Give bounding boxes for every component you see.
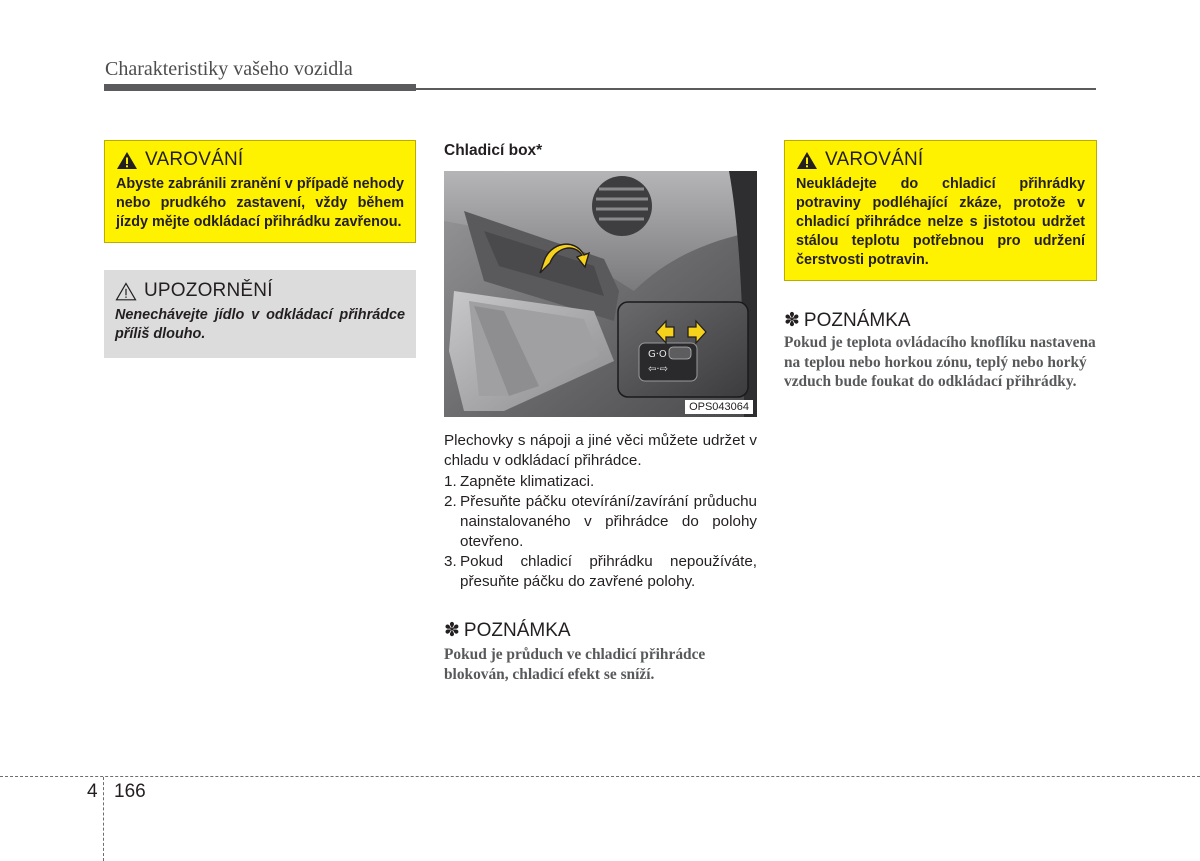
asterisk-icon: ✽ — [784, 310, 800, 331]
warning-title: VAROVÁNÍ — [825, 149, 924, 170]
asterisk-icon: ✽ — [444, 620, 460, 641]
header-rule-thick — [104, 84, 416, 91]
glovebox-cooling-figure — [444, 171, 757, 417]
caution-triangle-outline-icon — [115, 282, 137, 301]
step-number: 3. — [444, 553, 457, 570]
step-text: Zapněte klimatizaci. — [460, 473, 595, 490]
left-column — [104, 140, 416, 358]
step-number: 1. — [444, 473, 457, 490]
note-title: POZNÁMKA — [803, 309, 911, 331]
warning-box — [104, 140, 416, 243]
page-number: 166 — [114, 781, 146, 802]
step-text: Přesuňte páčku otevírání/zavírání průduchu nainstalovaného v přihrádce do polohy otevřeno. — [460, 493, 757, 550]
list-item — [444, 472, 757, 492]
step-number: 2. — [444, 493, 457, 510]
right-column — [784, 140, 1097, 392]
warning-title: VAROVÁNÍ — [145, 149, 244, 170]
page-header: Charakteristiky vašeho vozidla — [105, 58, 353, 80]
section-title: Chladicí box* — [444, 142, 543, 159]
note-text: Pokud je průduch ve chladicí přihrádce blokován, chladicí efekt se sníží. — [444, 646, 706, 683]
note-heading — [444, 619, 757, 642]
warning-triangle-icon — [796, 151, 818, 170]
warning-text: Neukládejte do chladicí přihrádky potraviny podléhající zkáze, protože v chladicí přihrádce nelze s jistotou udržet stálou teplotu potřebnou pro udržení čerstvosti potravin. — [796, 176, 1085, 268]
footer-divider — [0, 776, 1200, 777]
glovebox-illustration — [444, 171, 757, 417]
intro-text: Plechovky s nápoji a jiné věci můžete udržet v chladu v odkládací přihrádce. — [444, 432, 757, 469]
step-text: Pokud chladicí přihrádku nepoužíváte, přesuňte páčku do zavřené polohy. — [460, 553, 757, 590]
header-rule-thin — [416, 88, 1096, 90]
steps-list — [444, 472, 757, 592]
warning-box — [784, 140, 1097, 281]
list-item — [444, 492, 757, 552]
footer-vertical-divider — [103, 777, 104, 861]
chapter-number: 4 — [87, 781, 98, 802]
svg-text:⇦·⇨: ⇦·⇨ — [648, 364, 668, 375]
warning-text: Abyste zabránili zranění v případě nehody nebo prudkého zastavení, vždy během jízdy mějte odkládací přihrádku zavřenou. — [116, 176, 404, 230]
note-text: Pokud je teplota ovládacího knoflíku nastavena na teplou nebo horkou zónu, teplý nebo horký vzduch bude foukat do odkládací přihrádky. — [784, 334, 1096, 390]
caution-box — [104, 270, 416, 358]
middle-column — [444, 140, 757, 684]
svg-text:G·O: G·O — [648, 349, 667, 360]
caution-text: Nenechávejte jídlo v odkládací přihrádce příliš dlouho. — [115, 307, 405, 342]
figure-caption: OPS043064 — [685, 400, 753, 414]
note-title: POZNÁMKA — [463, 619, 571, 641]
list-item — [444, 552, 757, 592]
note-heading — [784, 309, 1097, 332]
warning-triangle-icon — [116, 151, 138, 170]
caution-title: UPOZORNĚNÍ — [144, 280, 273, 301]
